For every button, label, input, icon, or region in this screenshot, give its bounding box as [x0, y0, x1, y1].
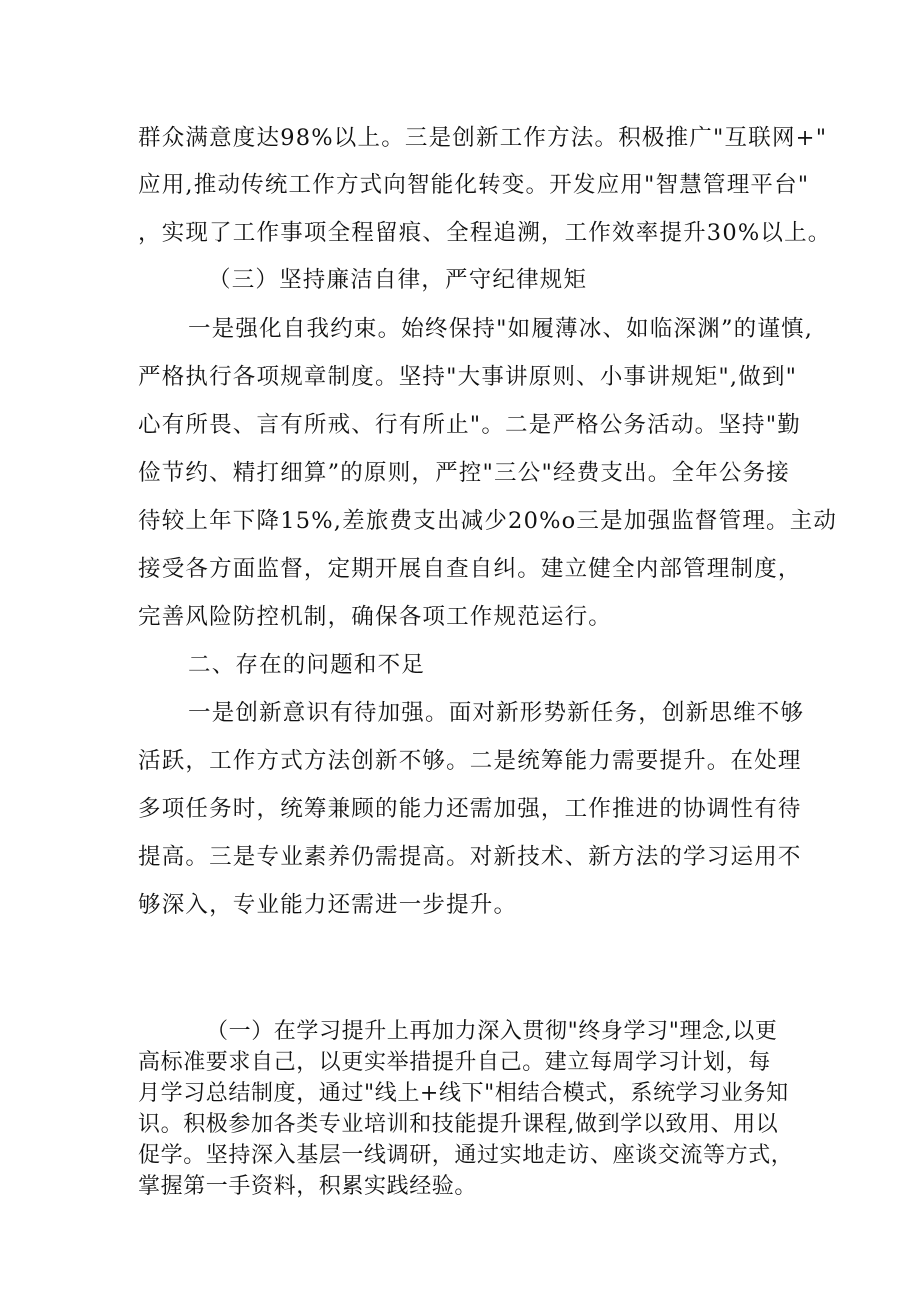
paragraph-line: 接受各方面监督，定期开展自查自纠。建立健全内部管理制度，: [138, 556, 802, 582]
paragraph-line: 多项任务时，统筹兼顾的能力还需加强，工作推进的协调性有待: [138, 796, 802, 822]
paragraph-line: 够深入，专业能力还需进一步提升。: [138, 892, 518, 918]
section-heading: （三）坚持廉洁自律，严守纪律规矩: [208, 267, 588, 293]
paragraph-line: 月学习总结制度，通过"线上+线下"相结合模式，系统学习业务知: [138, 1081, 789, 1106]
paragraph-line: 俭节约、精打细算”的原则，严控"三公"经费支出。全年公务接: [138, 460, 791, 486]
paragraph-line: 严格执行各项规章制度。坚持"大事讲原则、小事讲规矩",做到": [138, 364, 798, 390]
paragraph-line: 促学。坚持深入基层一线调研，通过实地走访、座谈交流等方式，: [138, 1143, 794, 1168]
paragraph-line: ，实现了工作事项全程留痕、全程追溯，工作效率提升30%以上。: [138, 220, 832, 246]
part-heading: 二、存在的问题和不足: [188, 652, 426, 678]
paragraph-line: 掌握第一手资料，积累实践经验。: [138, 1174, 478, 1199]
paragraph-line: 心有所畏、言有所戒、行有所止"。二是严格公务活动。坚持"勤: [138, 412, 801, 438]
paragraph-line: 一是创新意识有待加强。面对新形势新任务，创新思维不够: [188, 700, 805, 726]
paragraph-line: 完善风险防控机制，确保各项工作规范运行。: [138, 604, 613, 630]
paragraph-line: 应用,推动传统工作方式向智能化转变。开发应用"智慧管理平台": [138, 172, 810, 198]
paragraph-line: （一）在学习提升上再加力深入贯彻"终身学习"理念,以更: [206, 1019, 778, 1044]
paragraph-line: 一是强化自我约束。始终保持"如履薄冰、如临深渊”的谨慎,: [188, 316, 814, 342]
paragraph-line: 高标准要求自己，以更实举措提升自己。建立每周学习计划，每: [138, 1050, 771, 1075]
paragraph-line: 活跃，工作方式方法创新不够。二是统筹能力需要提升。在处理: [138, 748, 802, 774]
paragraph-line: 识。积极参加各类专业培训和技能提升课程,做到学以致用、用以: [138, 1112, 779, 1137]
paragraph-line: 群众满意度达98%以上。三是创新工作方法。积极推广"互联网+": [138, 125, 828, 151]
paragraph-line: 提高。三是专业素养仍需提高。对新技术、新方法的学习运用不: [138, 844, 802, 870]
paragraph-line: 待较上年下降15%,差旅费支出减少20%o三是加强监督管理。主动: [138, 508, 838, 534]
